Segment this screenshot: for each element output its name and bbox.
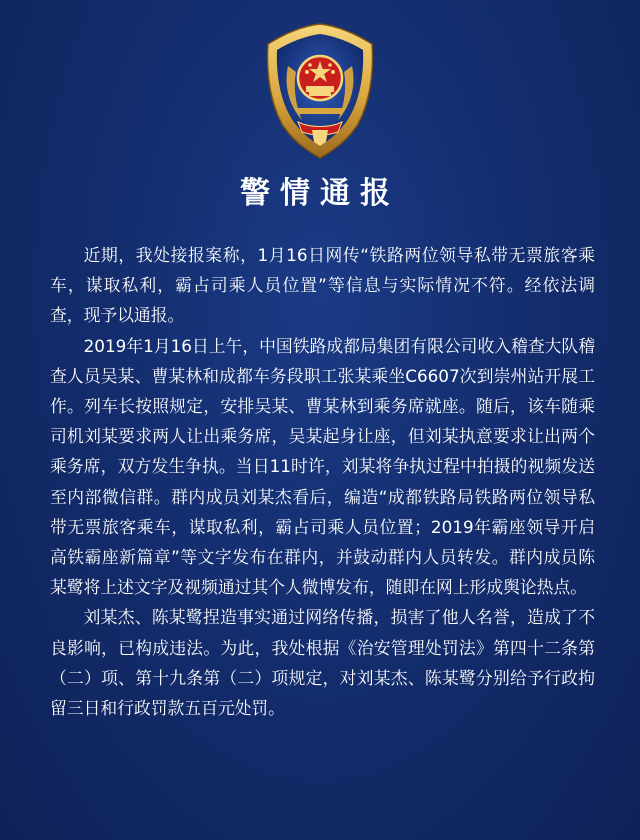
page-title: 警情通报 bbox=[240, 176, 400, 211]
bulletin-body bbox=[50, 240, 595, 723]
paragraph-incident: 2019年1月16日上午，中国铁路成都局集团有限公司收入稽查大队稽查人员吴某、曹某林和成都车务段职工张某乘坐C6607次到崇州站开展工作。列车长按照规定，安排吴某、曹某林到乘务席就座。随后，该车随乘司机刘某要求两人让出乘务席，吴某起身让座，但刘某执意要求让出两个乘务席，双方发生争执。当日11时许，刘某将争执过程中拍摄的视频发送至内部微信群。群内成员刘某杰看后，编造“成都铁路局铁路两位领导私带无票旅客乘车，谋取私利，霸占司乘人员位置；2019年霸座领导开启高铁霸座新篇章”等文字发布在群内，并鼓动群内人员转发。群内成员陈某鹭将上述文字及视频通过其个人微博发布，随即在网上形成舆论热点。 bbox=[50, 335, 595, 598]
paragraph-penalty: 刘某杰、陈某鹭捏造事实通过网络传播，损害了他人名誉，造成了不良影响，已构成违法。为此，我处根据《治安管理处罚法》第四十二条第（二）项、第十九条第（二）项规定，对刘某杰、陈某鹭分别给予行政拘留三日和行政罚款五百元处罚。 bbox=[50, 607, 595, 719]
emblem-container bbox=[0, 22, 640, 162]
paragraph-intro: 近期，我处接报案称，1月16日网传“铁路两位领导私带无票旅客乘车，谋取私利，霸占司乘人员位置”等信息与实际情况不符。经依法调查，现予以通报。 bbox=[50, 245, 595, 326]
police-emblem-icon bbox=[260, 22, 380, 160]
